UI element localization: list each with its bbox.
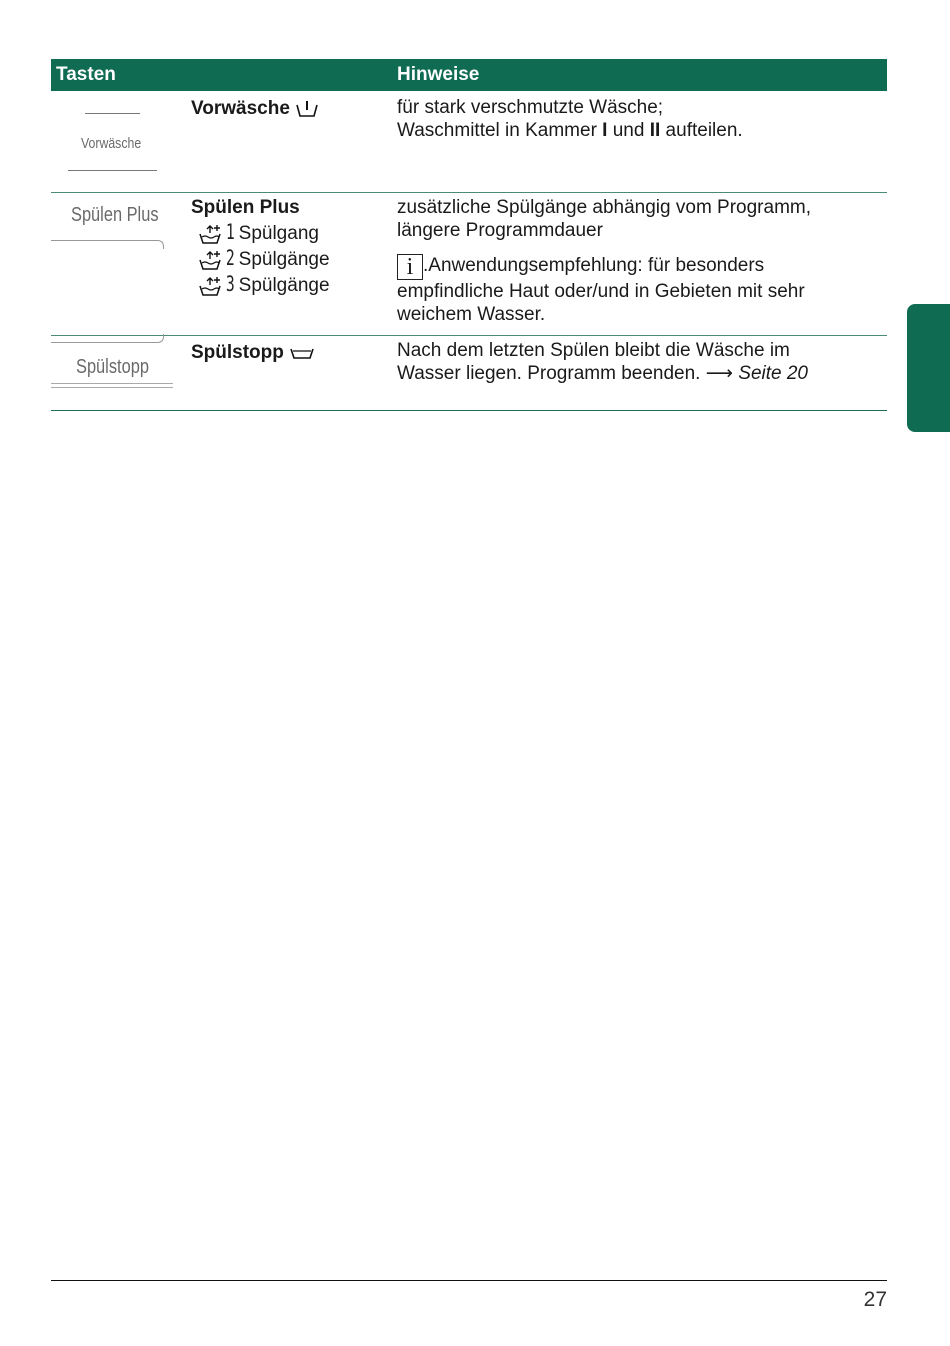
row-title-vorwaesche [191, 97, 319, 121]
table-header [51, 59, 887, 91]
chamber-one: I [602, 120, 608, 141]
note-spuelstopp [397, 339, 867, 385]
note-line: längere Programmdauer [397, 220, 603, 241]
info-text: .Anwendungsempfehlung: für besonders [423, 255, 765, 276]
option-number: 2 [225, 246, 235, 270]
note-vorwaesche [397, 96, 867, 142]
option-row [191, 220, 330, 246]
button-frame-top [51, 240, 164, 249]
vorwaesche-button-label[interactable]: Vorwäsche [81, 135, 142, 152]
prewash-icon [295, 99, 319, 119]
info-icon: i [397, 254, 423, 280]
note-text: Waschmittel in Kammer [397, 120, 603, 141]
chamber-two: II [649, 120, 661, 141]
options-spuelen-plus [191, 196, 330, 298]
option-number: 1 [225, 220, 235, 244]
note-text: aufteilen. [660, 120, 743, 141]
rinse-hold-icon [289, 345, 315, 361]
option-label: Spülgänge [238, 275, 330, 296]
button-line [51, 387, 173, 388]
header-notes: Hinweise [397, 64, 480, 85]
note-line [397, 362, 867, 385]
note-line: Nach dem letzten Spülen bleibt die Wäsche im [397, 340, 790, 361]
note-text: Wasser liegen. Programm beenden. [397, 363, 706, 384]
option-label: Spülgänge [238, 249, 330, 270]
rinse-plus-icon [198, 249, 222, 271]
note-text: und [607, 120, 650, 141]
rinse-plus-icon [198, 223, 222, 245]
option-number: 3 [225, 272, 235, 296]
note-line [397, 119, 867, 142]
option-row [191, 246, 330, 272]
info-line [397, 254, 867, 280]
note-line: für stark verschmutzte Wäsche; [397, 97, 664, 118]
note-spuelen-plus [397, 196, 867, 326]
button-line-top [85, 113, 140, 114]
footer-rule [51, 1280, 887, 1281]
button-frame-bottom [51, 334, 164, 343]
button-line-bottom [68, 170, 157, 171]
table-bottom-rule [51, 410, 887, 411]
info-text: weichem Wasser. [397, 304, 546, 325]
header-keys: Tasten [56, 64, 116, 85]
rinse-plus-icon [198, 275, 222, 297]
note-line: zusätzliche Spülgänge abhängig vom Programm, [397, 197, 812, 218]
button-line [51, 383, 173, 384]
spuelstopp-title: Spülstopp [191, 342, 284, 363]
spuelen-plus-title: Spülen Plus [191, 197, 300, 218]
row-divider [51, 192, 887, 193]
option-label: Spülgang [238, 223, 319, 244]
vorwaesche-title: Vorwäsche [191, 98, 290, 119]
spuelstopp-button-label[interactable]: Spülstopp [76, 356, 149, 378]
row-title-spuelstopp [191, 341, 315, 365]
section-side-tab [907, 304, 950, 432]
page-number: 27 [863, 1288, 887, 1311]
option-row [191, 272, 330, 298]
info-text: empfindliche Haut oder/und in Gebieten mit sehr [397, 281, 805, 302]
spuelen-plus-button-label[interactable]: Spülen Plus [71, 204, 159, 226]
page-reference-link[interactable]: Seite 20 [738, 363, 808, 384]
row-divider [51, 335, 887, 336]
arrow-right-icon: ⟶ [705, 363, 733, 384]
